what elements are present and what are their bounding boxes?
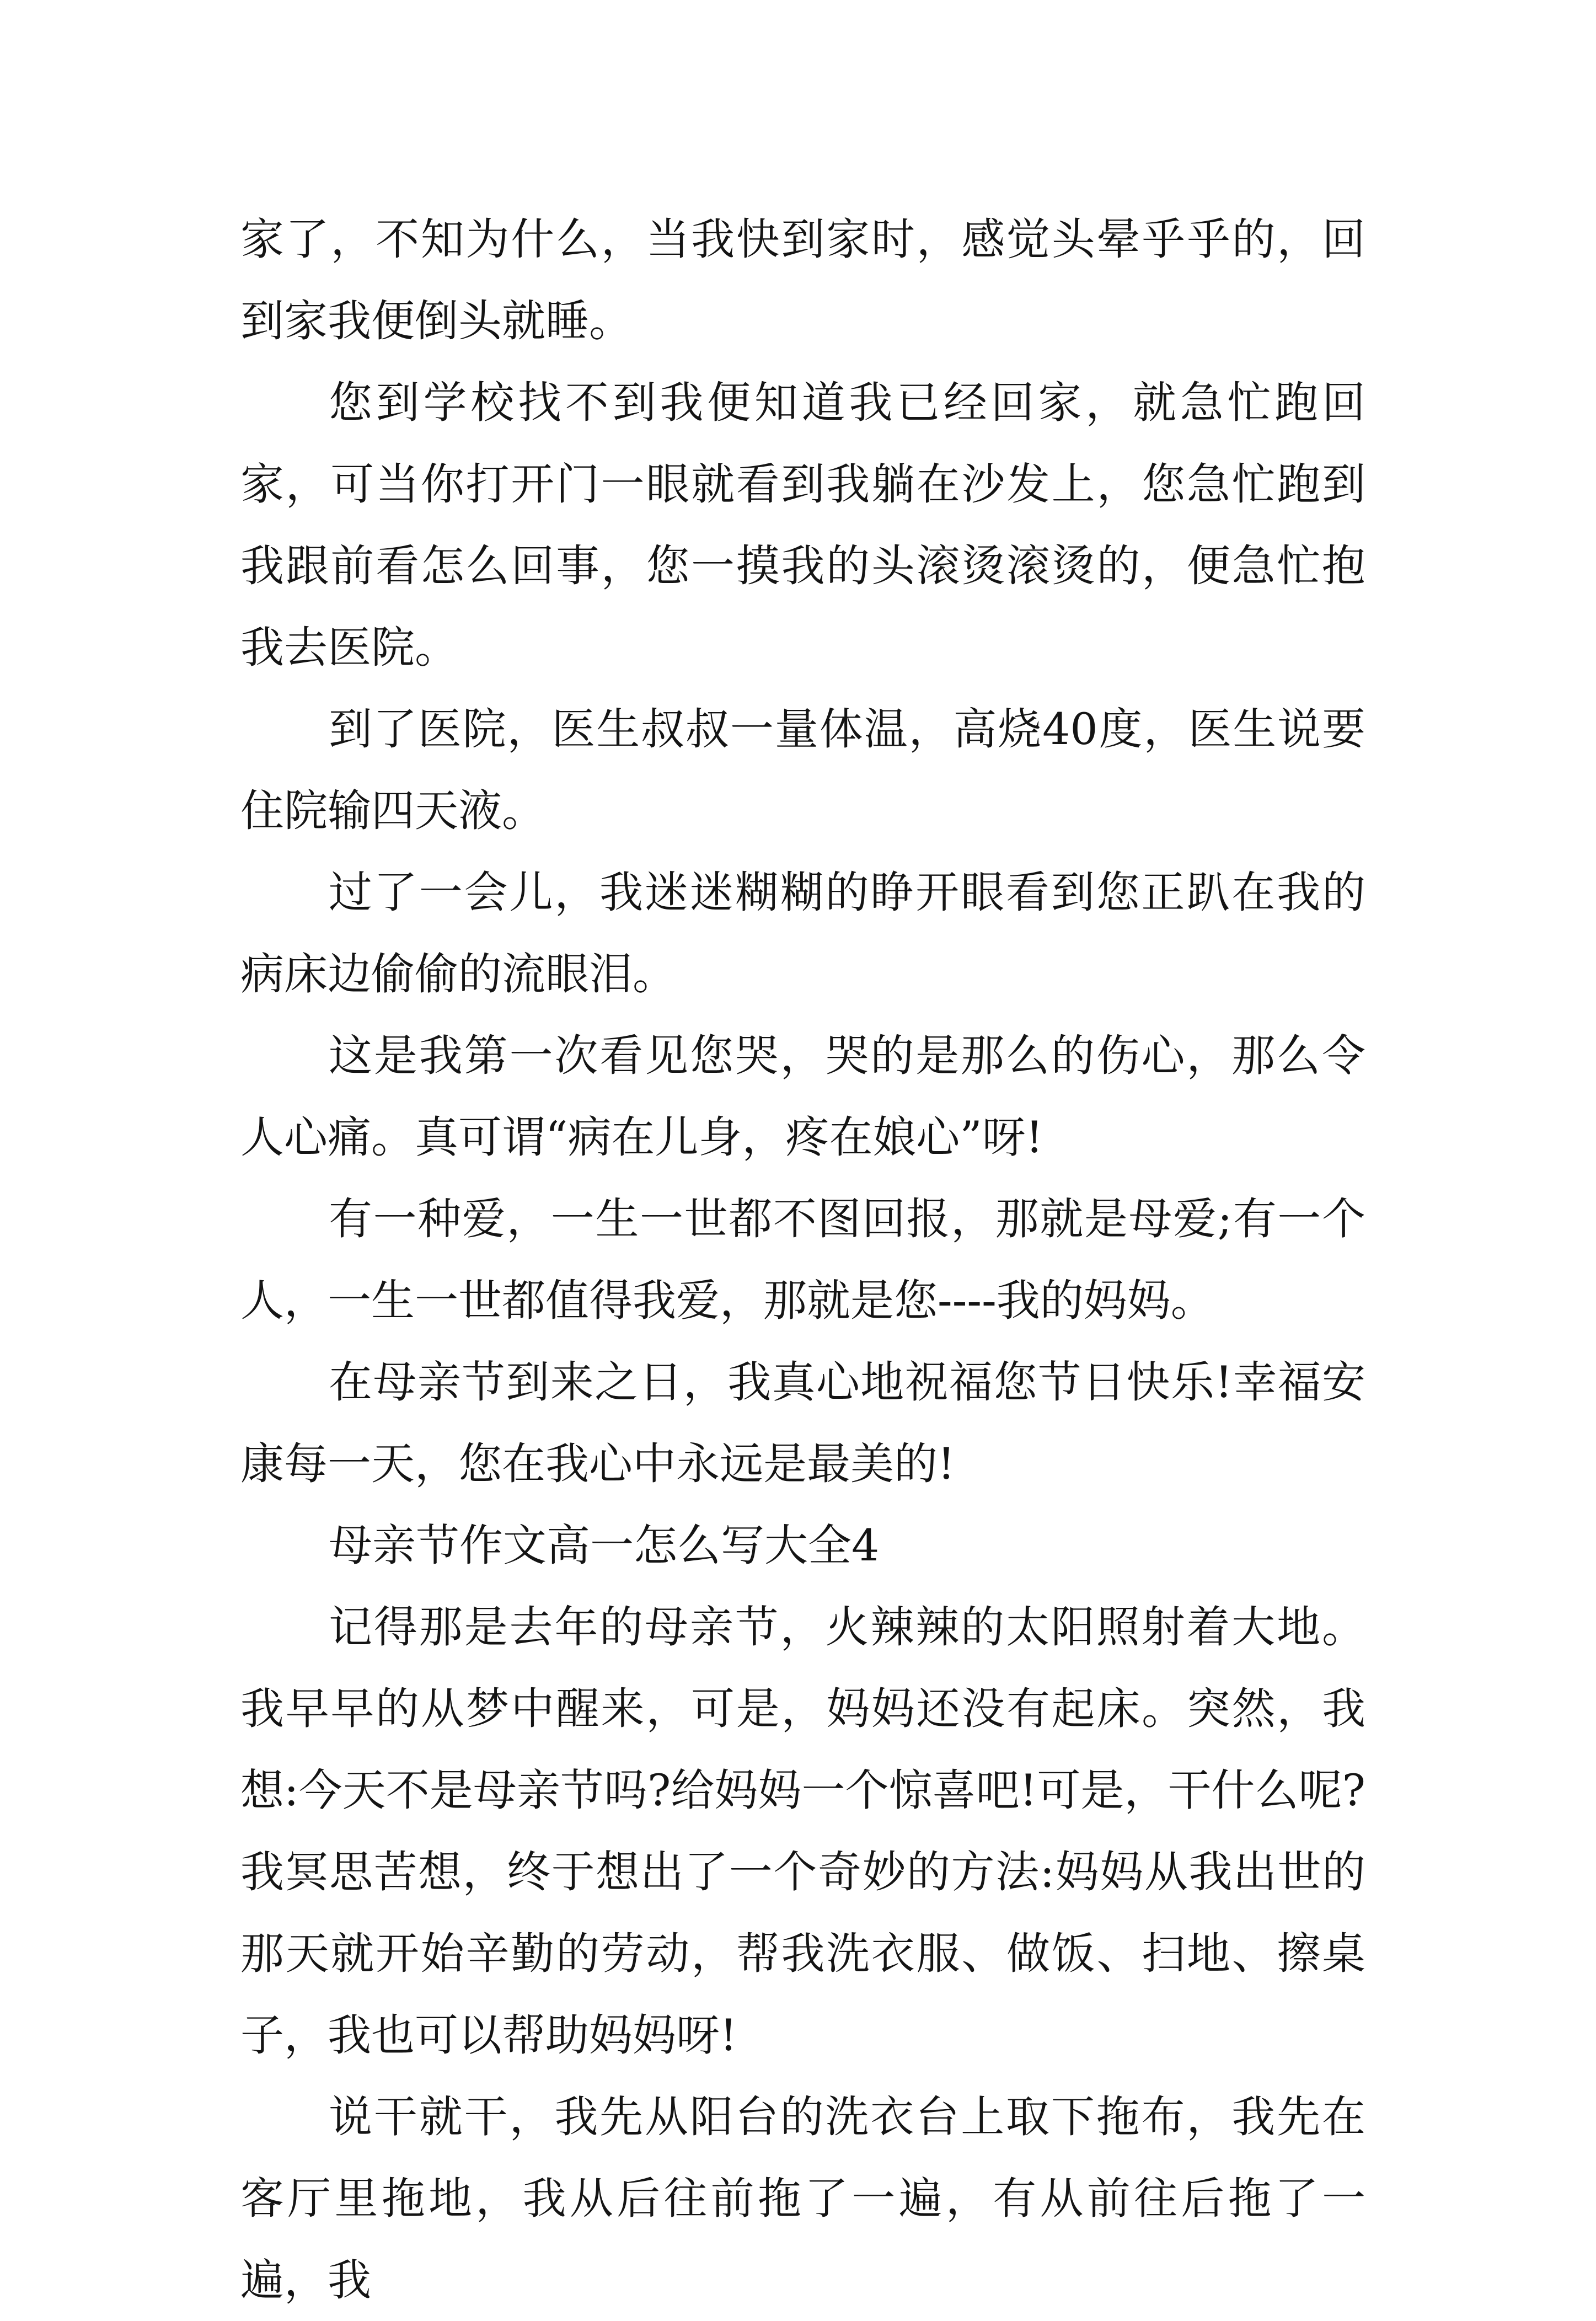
document-body — [240, 199, 1365, 2321]
paragraph: 您到学校找不到我便知道我已经回家，就急忙跑回家，可当你打开门一眼就看到我躺在沙发上，您急忙跑到我跟前看怎么回事，您一摸我的头滚烫滚烫的，便急忙抱我去医院。 — [240, 377, 1365, 673]
section-heading: 母亲节作文高一怎么写大全4 — [329, 1520, 880, 1571]
paragraph: 记得那是去年的母亲节，火辣辣的太阳照射着大地。我早早的从梦中醒来，可是，妈妈还没有起床。突然，我想:今天不是母亲节吗?给妈妈一个惊喜吧!可是，干什么呢?我冥思苦想，终于想出了一个奇妙的方法:妈妈从我出世的那天就开始辛勤的劳动，帮我洗衣服、做饭、扫地、擦桌子，我也可以帮助妈妈呀! — [240, 1602, 1365, 2061]
paragraph: 在母亲节到来之日，我真心地祝福您节日快乐!幸福安康每一天，您在我心中永远是最美的! — [240, 1357, 1365, 1489]
paragraph: 到了医院，医生叔叔一量体温，高烧40度，医生说要住院输四天液。 — [240, 704, 1365, 836]
paragraph: 说干就干，我先从阳台的洗衣台上取下拖布，我先在客厅里拖地，我从后往前拖了一遍，有从前往后拖了一遍，我 — [240, 2092, 1365, 2306]
paragraph: 有一种爱，一生一世都不图回报，那就是母爱;有一个人，一生一世都值得我爱，那就是您----我的妈妈。 — [240, 1194, 1365, 1326]
paragraph: 过了一会儿，我迷迷糊糊的睁开眼看到您正趴在我的病床边偷偷的流眼泪。 — [240, 867, 1365, 999]
paragraph-continuation: 家了，不知为什么，当我快到家时，感觉头晕乎乎的，回到家我便倒头就睡。 — [240, 214, 1365, 346]
paragraph: 这是我第一次看见您哭，哭的是那么的伤心，那么令人心痛。真可谓“病在儿身，疼在娘心”呀! — [240, 1030, 1365, 1163]
